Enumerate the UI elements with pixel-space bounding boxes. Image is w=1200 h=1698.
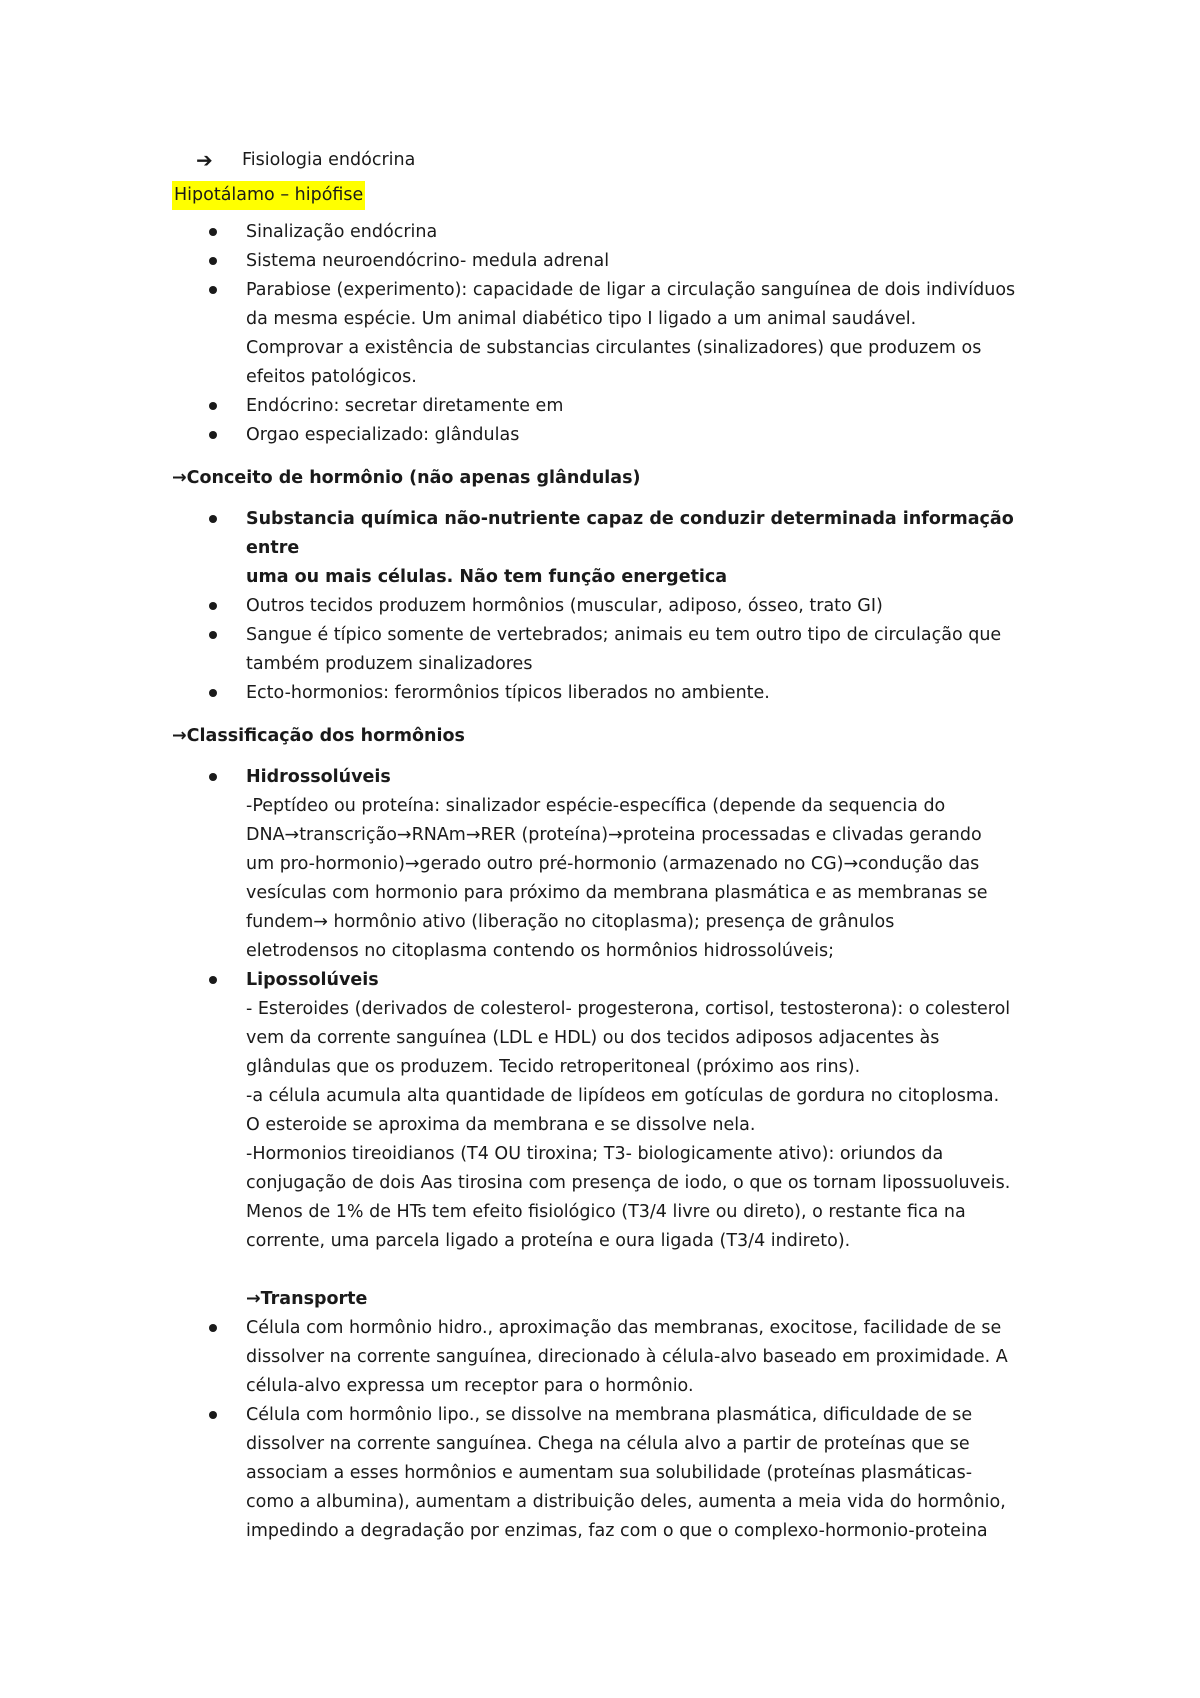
highlighted-heading: Hipotálamo – hipófise (172, 181, 365, 210)
section-conceito (172, 464, 1040, 708)
section-heading: →Conceito de hormônio (não apenas glândulas) (172, 468, 641, 488)
bullet-list-4 (172, 1314, 1040, 1546)
section-heading: →Classificação dos hormônios (172, 726, 465, 746)
list-item: Célula com hormônio hidro., aproximação das membranas, exocitose, facilidade de se dissolver na corrente sanguínea, direcionado à célula-alvo baseado em proximidade. A célula-alvo expressa um receptor para o hormônio. (172, 1314, 1040, 1401)
bullet-list-3 (172, 763, 1040, 1256)
list-item: Substancia química não-nutriente capaz de conduzir determinada informação entre uma ou mais células. Não tem função energetica (172, 505, 1040, 592)
document-title-text: Fisiologia endócrina (242, 150, 416, 170)
list-item: Parabiose (experimento): capacidade de ligar a circulação sanguínea de dois indivíduos da mesma espécie. Um animal diabético tipo I ligado a um animal saudável. Comprovar a existência de substancias circulantes (sinalizadores) que produzem os efeitos patológicos. (172, 276, 1040, 392)
list-item: Lipossolúveis - Esteroides (derivados de colesterol- progesterona, cortisol, testosterona): o colesterol vem da corrente sanguínea (LDL e HDL) ou dos tecidos adiposos adjacentes às glândulas que os produzem. Tecido retroperitoneal (próximo aos rins). -a célula acumula alta quantidade de lipídeos em gotículas de gordura no citoplosma. O esteroide se aproxima da membrana e se dissolve nela. -Hormonios tireoidianos (T4 OU tiroxina; T3- biologicamente ativo): oriundos da conjugação de dois Aas tirosina com presença de iodo, o que os tornam lipossuoluveis. Menos de 1% de HTs tem efeito fisiológico (T3/4 livre ou direto), o restante fica na corrente, uma parcela ligado a proteína e oura ligada (T3/4 indireto). (172, 966, 1040, 1256)
section-classificacao (172, 722, 1040, 1546)
bullet-list-2 (172, 505, 1040, 708)
list-item: Sistema neuroendócrino- medula adrenal (172, 247, 1040, 276)
arrow-icon: ➔ (196, 148, 213, 172)
list-item: Orgao especializado: glândulas (172, 421, 1040, 450)
list-item: Hidrossolúveis -Peptídeo ou proteína: sinalizador espécie-específica (depende da sequencia do DNA→transcrição→RNAm→RER (proteína)→proteina processadas e clivadas gerando um pro-hormonio)→gerado outro pré-hormonio (armazenado no CG)→condução das vesículas com hormonio para próximo da membrana plasmática e as membranas se fundem→ hormônio ativo (liberação no citoplasma); presença de grânulos eletrodensos no citoplasma contendo os hormônios hidrossolúveis; (172, 763, 1040, 966)
list-item: Sangue é típico somente de vertebrados; animais eu tem outro tipo de circulação que também produzem sinalizadores (172, 621, 1040, 679)
arrow-icon: → (172, 468, 187, 488)
bullet-list-1 (172, 218, 1040, 450)
document-title (196, 146, 1040, 175)
list-item: Outros tecidos produzem hormônios (muscular, adiposo, ósseo, trato GI) (172, 592, 1040, 621)
list-item: Célula com hormônio lipo., se dissolve na membrana plasmática, dificuldade de se dissolver na corrente sanguínea. Chega na célula alvo a partir de proteínas que se associam a esses hormônios e aumentam sua solubilidade (proteínas plasmáticas- como a albumina), aumentam a distribuição deles, aumenta a meia vida do hormônio, impedindo a degradação por enzimas, faz com o que o complexo-hormonio-proteina (172, 1401, 1040, 1546)
list-item: Ecto-hormonios: ferormônios típicos liberados no ambiente. (172, 679, 1040, 708)
list-item: Endócrino: secretar diretamente em (172, 392, 1040, 421)
list-item: Sinalização endócrina (172, 218, 1040, 247)
section-hipotalamo (172, 181, 1040, 450)
transport-heading: →Transporte (246, 1289, 368, 1309)
arrow-icon: → (172, 726, 187, 746)
